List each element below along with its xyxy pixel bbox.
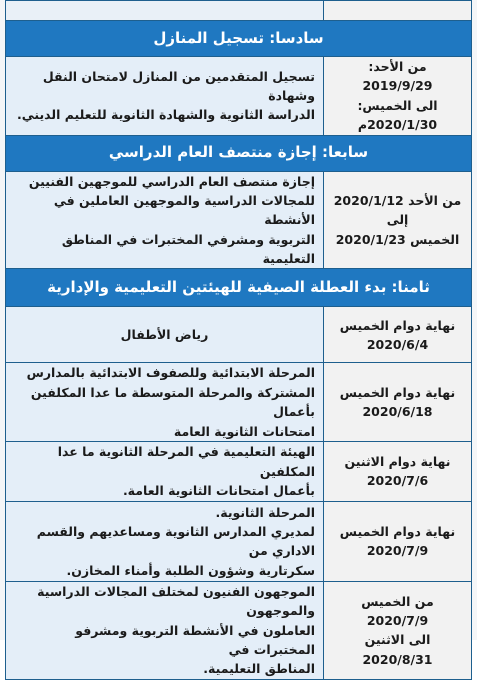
- section-header-row: [6, 269, 472, 307]
- description-line: امتحانات الثانوية العامة: [173, 423, 315, 439]
- description-cell: [6, 441, 324, 501]
- description-line: بأعمال امتحانات الثانوية العامة.: [122, 483, 315, 499]
- section-title: ثامنا: بدء العطلة الصيفية للهيئتين التعليمية والإدارية: [6, 269, 472, 307]
- description-cell: [6, 501, 324, 581]
- description-line: إجازة منتصف العام الدراسي للموجهين الفنيين: [28, 173, 315, 189]
- date-line: 2020/7/9: [366, 543, 429, 559]
- date-line: 2020/7/6: [366, 473, 429, 489]
- description-line: لمديري المدارس الثانوية ومساعديهم والقسم الاداري من: [36, 524, 315, 559]
- description-line: للمجالات الدراسية والموجهين العاملين في الأنشطة: [53, 192, 315, 228]
- date-line: 2020/6/4: [366, 336, 429, 352]
- date-line: نهاية دوام الخميس: [339, 524, 456, 539]
- date-line: من الأحد: 2019/9/29: [362, 59, 433, 94]
- table-row: [6, 363, 472, 442]
- description-cell: [6, 363, 324, 442]
- description-cell: [6, 1, 324, 21]
- section-header-row: [6, 135, 472, 171]
- table-row: [6, 171, 472, 269]
- description-line: الموجهون الفنيون لمختلف المجالات الدراسية والموجهون: [37, 583, 315, 619]
- section-title: سابعا: إجازة منتصف العام الدراسي: [6, 135, 472, 171]
- description-line: الدراسة الثانوية والشهادة الثانوية للتعليم الديني.: [16, 107, 315, 123]
- description-line: التربوية ومشرفي المختبرات في المناطق التعليمية: [61, 231, 315, 266]
- date-cell: [324, 501, 472, 581]
- description-line: العاملون في الأنشطة التربوية ومشرفو المختبرات في: [75, 622, 315, 657]
- description-line: الهيئة التعليمية في المرحلة الثانوية ما عدا المكلفين: [57, 444, 315, 479]
- date-line: نهاية دوام الاثنين: [344, 454, 451, 469]
- date-line: من الخميس 2020/7/9: [361, 593, 434, 628]
- description-line: المرحلة الابتدائية وللصفوف الابتدائية بالمدارس: [26, 365, 315, 381]
- date-cell: [324, 1, 472, 21]
- date-line: 2020/6/18: [362, 404, 433, 420]
- date-cell: [324, 441, 472, 501]
- date-cell: [324, 363, 472, 442]
- date-cell: [324, 581, 472, 679]
- description-line: سكرتارية وشؤون الطلبة وأمناء المخازن.: [66, 562, 315, 578]
- description-cell: [6, 171, 324, 269]
- truncated-top-row: [6, 1, 472, 21]
- table-row: [6, 307, 472, 363]
- table-row: [6, 501, 472, 581]
- description-line: المشتركة والمرحلة المتوسطة ما عدا المكلفين بأعمال: [30, 384, 315, 420]
- date-line: نهاية دوام الخميس: [339, 317, 456, 333]
- table-row: [6, 57, 472, 136]
- date-line: نهاية دوام الخميس: [339, 384, 456, 400]
- description-line: تسجيل المتقدمين من المنازل لامتحان النقل وشهادة: [42, 68, 315, 104]
- description-line: المناطق التعليمية.: [203, 661, 315, 677]
- date-line: من الأحد 2020/1/12 إلى: [333, 192, 462, 228]
- description-cell: [6, 307, 324, 363]
- date-line: الخميس 2020/1/23: [335, 231, 460, 247]
- section-header-row: [6, 21, 472, 57]
- description-cell: [6, 581, 324, 679]
- table-row: [6, 441, 472, 501]
- schedule-table: [5, 0, 472, 680]
- date-line: الى الخميس: 2020/1/30م: [357, 97, 438, 133]
- date-cell: [324, 171, 472, 269]
- description-cell: [6, 57, 324, 136]
- description-line: المرحلة الثانوية.: [215, 504, 315, 520]
- description-line: رياض الأطفال: [120, 327, 209, 343]
- section-title: سادسا: تسجيل المنازل: [6, 21, 472, 57]
- date-cell: [324, 57, 472, 136]
- date-line: الى الاثنين 2020/8/31: [362, 632, 433, 667]
- date-cell: [324, 307, 472, 363]
- table-row: [6, 581, 472, 679]
